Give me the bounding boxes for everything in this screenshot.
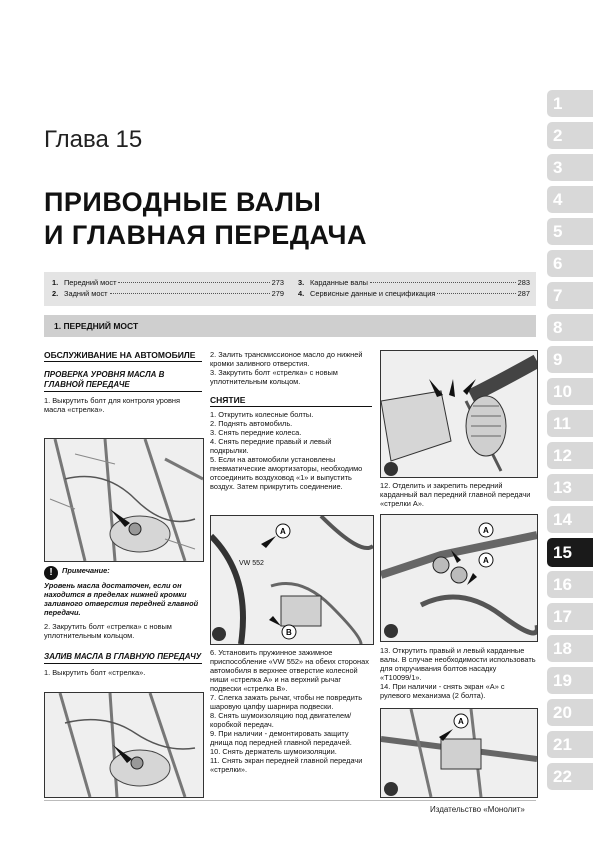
step-text: 4. Снять передние правый и левый подкрылки. [210,437,332,455]
step-text: 11. Снять экран передней главной передачи «стрелки». [210,756,363,774]
subsection-subheading: ПРОВЕРКА УРОВНЯ МАСЛА В ГЛАВНОЙ ПЕРЕДАЧЕ [44,370,202,392]
chapter-title [44,186,367,252]
toc-label: Карданные валы [310,278,368,287]
step-text: 1. Открутить колесные болты. [210,410,314,419]
step-text: 1. Выкрутить болт «стрелка». [44,668,146,677]
chapter-tab-15[interactable]: 15 [547,538,593,567]
chapter-tab-12[interactable]: 12 [547,442,593,469]
toc-page: 279 [271,289,284,298]
section-header [44,315,536,337]
step-text: 10. Снять держатель шумоизоляции. [210,747,337,756]
subsection-heading: ОБСЛУЖИВАНИЕ НА АВТОМОБИЛЕ [44,350,202,362]
toc-num: 3. [298,278,305,287]
svg-text:A: A [483,556,489,565]
chapter-tab-6[interactable]: 6 [547,250,593,277]
figure-steering-screen [380,708,538,798]
step-text: 5. Если на автомобили установлены пневматические амортизаторы, необходимо отсоединить воздуховод «1» и выпустить воздух. Затем прикрутить соединение. [210,455,363,491]
column-3-continued [380,646,536,700]
step-text: 2. Закрутить болт «стрелка» с новым уплотнительным кольцом. [44,622,172,640]
subsection-subheading: ЗАЛИВ МАСЛА В ГЛАВНУЮ ПЕРЕДАЧУ [44,652,202,664]
chapter-tab-5[interactable]: 5 [547,218,593,245]
step-12 [380,481,536,508]
title-line-1: ПРИВОДНЫЕ ВАЛЫ [44,187,322,217]
toc-page: 283 [517,278,530,287]
note-text: Уровень масла достаточен, если он находится в пределах нижней кромки заливного отверстия передней главной передачи. [44,581,199,617]
chapter-tab-8[interactable]: 8 [547,314,593,341]
step-text: 3. Снять передние колеса. [210,428,302,437]
column-2 [210,350,372,491]
chapter-tab-7[interactable]: 7 [547,282,593,309]
toc-label: Сервисные данные и спецификация [310,289,436,298]
step-text: 12. Отделить и закрепить передний карданный вал передний главной передачи «стрелки А». [380,481,531,508]
step-text: 8. Снять шумоизоляцию под двигателем/коробкой передач. [210,711,352,729]
toc-num: 4. [298,289,305,298]
svg-text:A: A [280,527,286,536]
tool-label: VW 552 [239,560,264,567]
figure-driveshaft-flange [380,350,538,478]
chapter-tab-3[interactable]: 3 [547,154,593,181]
note-icon: ! [44,566,58,580]
step-text: 9. При наличии - демонтировать защиту днища под передней главной передачей. [210,729,352,747]
step-text: 13. Открутить правый и левый карданные валы. В случае необходимости использовать для откручивания болтов насадку «T10099/1». [380,646,536,682]
chapter-tab-4[interactable]: 4 [547,186,593,213]
toc-label: Передний мост [64,278,117,287]
toc-item[interactable] [298,278,530,289]
figure-driveshaft-bolts [380,514,538,642]
footer-divider [44,800,536,801]
chapter-tab-13[interactable]: 13 [547,474,593,501]
svg-text:A: A [483,526,489,535]
chapter-tab-21[interactable]: 21 [547,731,593,758]
chapter-tab-19[interactable]: 19 [547,667,593,694]
chapter-tab-18[interactable]: 18 [547,635,593,662]
step-text: 7. Слегка зажать рычаг, чтобы не повредить шаровую цапфу шарнира подвески. [210,693,363,711]
subsection-heading: СНЯТИЕ [210,395,372,407]
chapter-tab-20[interactable]: 20 [547,699,593,726]
chapter-tab-22[interactable]: 22 [547,763,593,790]
step-text: 3. Закрутить болт «стрелка» с новым уплотнительным кольцом. [210,368,338,386]
toc-num: 1. [52,278,59,287]
toc-label: Задний мост [64,289,108,298]
figure-oil-level-check [44,438,204,562]
column-1-continued [44,622,202,677]
toc-item[interactable] [298,289,530,300]
chapter-tab-2[interactable]: 2 [547,122,593,149]
chapter-tab-1[interactable]: 1 [547,90,593,117]
section-title: 1. ПЕРЕДНИЙ МОСТ [54,321,139,331]
step-text: 14. При наличии - снять экран «А» с рулевого механизма (2 болта). [380,682,505,700]
column-2-continued [210,648,372,774]
chapter-tab-17[interactable]: 17 [547,603,593,630]
step-text: 2. Залить трансмиссионое масло до нижней кромки заливного отверстия. [210,350,363,368]
step-text: 2. Поднять автомобиль. [210,419,293,428]
publisher-credit: Издательство «Монолит» [430,805,525,814]
toc-item[interactable] [52,289,284,300]
chapter-number: Глава 15 [44,126,143,153]
step-text: 6. Установить пружинное зажимное приспособление «VW 552» на обеих сторонах автомобиля в верхнее отверстие колесной ниши «стрелка А» и на верхний рычаг подвески «стрелка В». [210,648,369,693]
note-block [44,566,202,617]
chapter-tab-11[interactable]: 11 [547,410,593,437]
svg-text:A: A [458,717,464,726]
toc-page: 273 [271,278,284,287]
svg-text:B: B [286,628,292,637]
chapter-tab-16[interactable]: 16 [547,571,593,598]
table-of-contents [44,272,536,306]
note-label: Примечание: [62,566,110,575]
column-1 [44,350,202,414]
step-text: 1. Выкрутить болт для контроля уровня масла «стрелка». [44,396,180,414]
toc-page: 287 [517,289,530,298]
title-line-2: И ГЛАВНАЯ ПЕРЕДАЧА [44,220,367,250]
figure-spring-clamp [210,515,374,645]
chapter-tab-14[interactable]: 14 [547,506,593,533]
chapter-tab-10[interactable]: 10 [547,378,593,405]
toc-item[interactable] [52,278,284,289]
chapter-tab-9[interactable]: 9 [547,346,593,373]
figure-oil-fill [44,692,204,798]
toc-num: 2. [52,289,59,298]
